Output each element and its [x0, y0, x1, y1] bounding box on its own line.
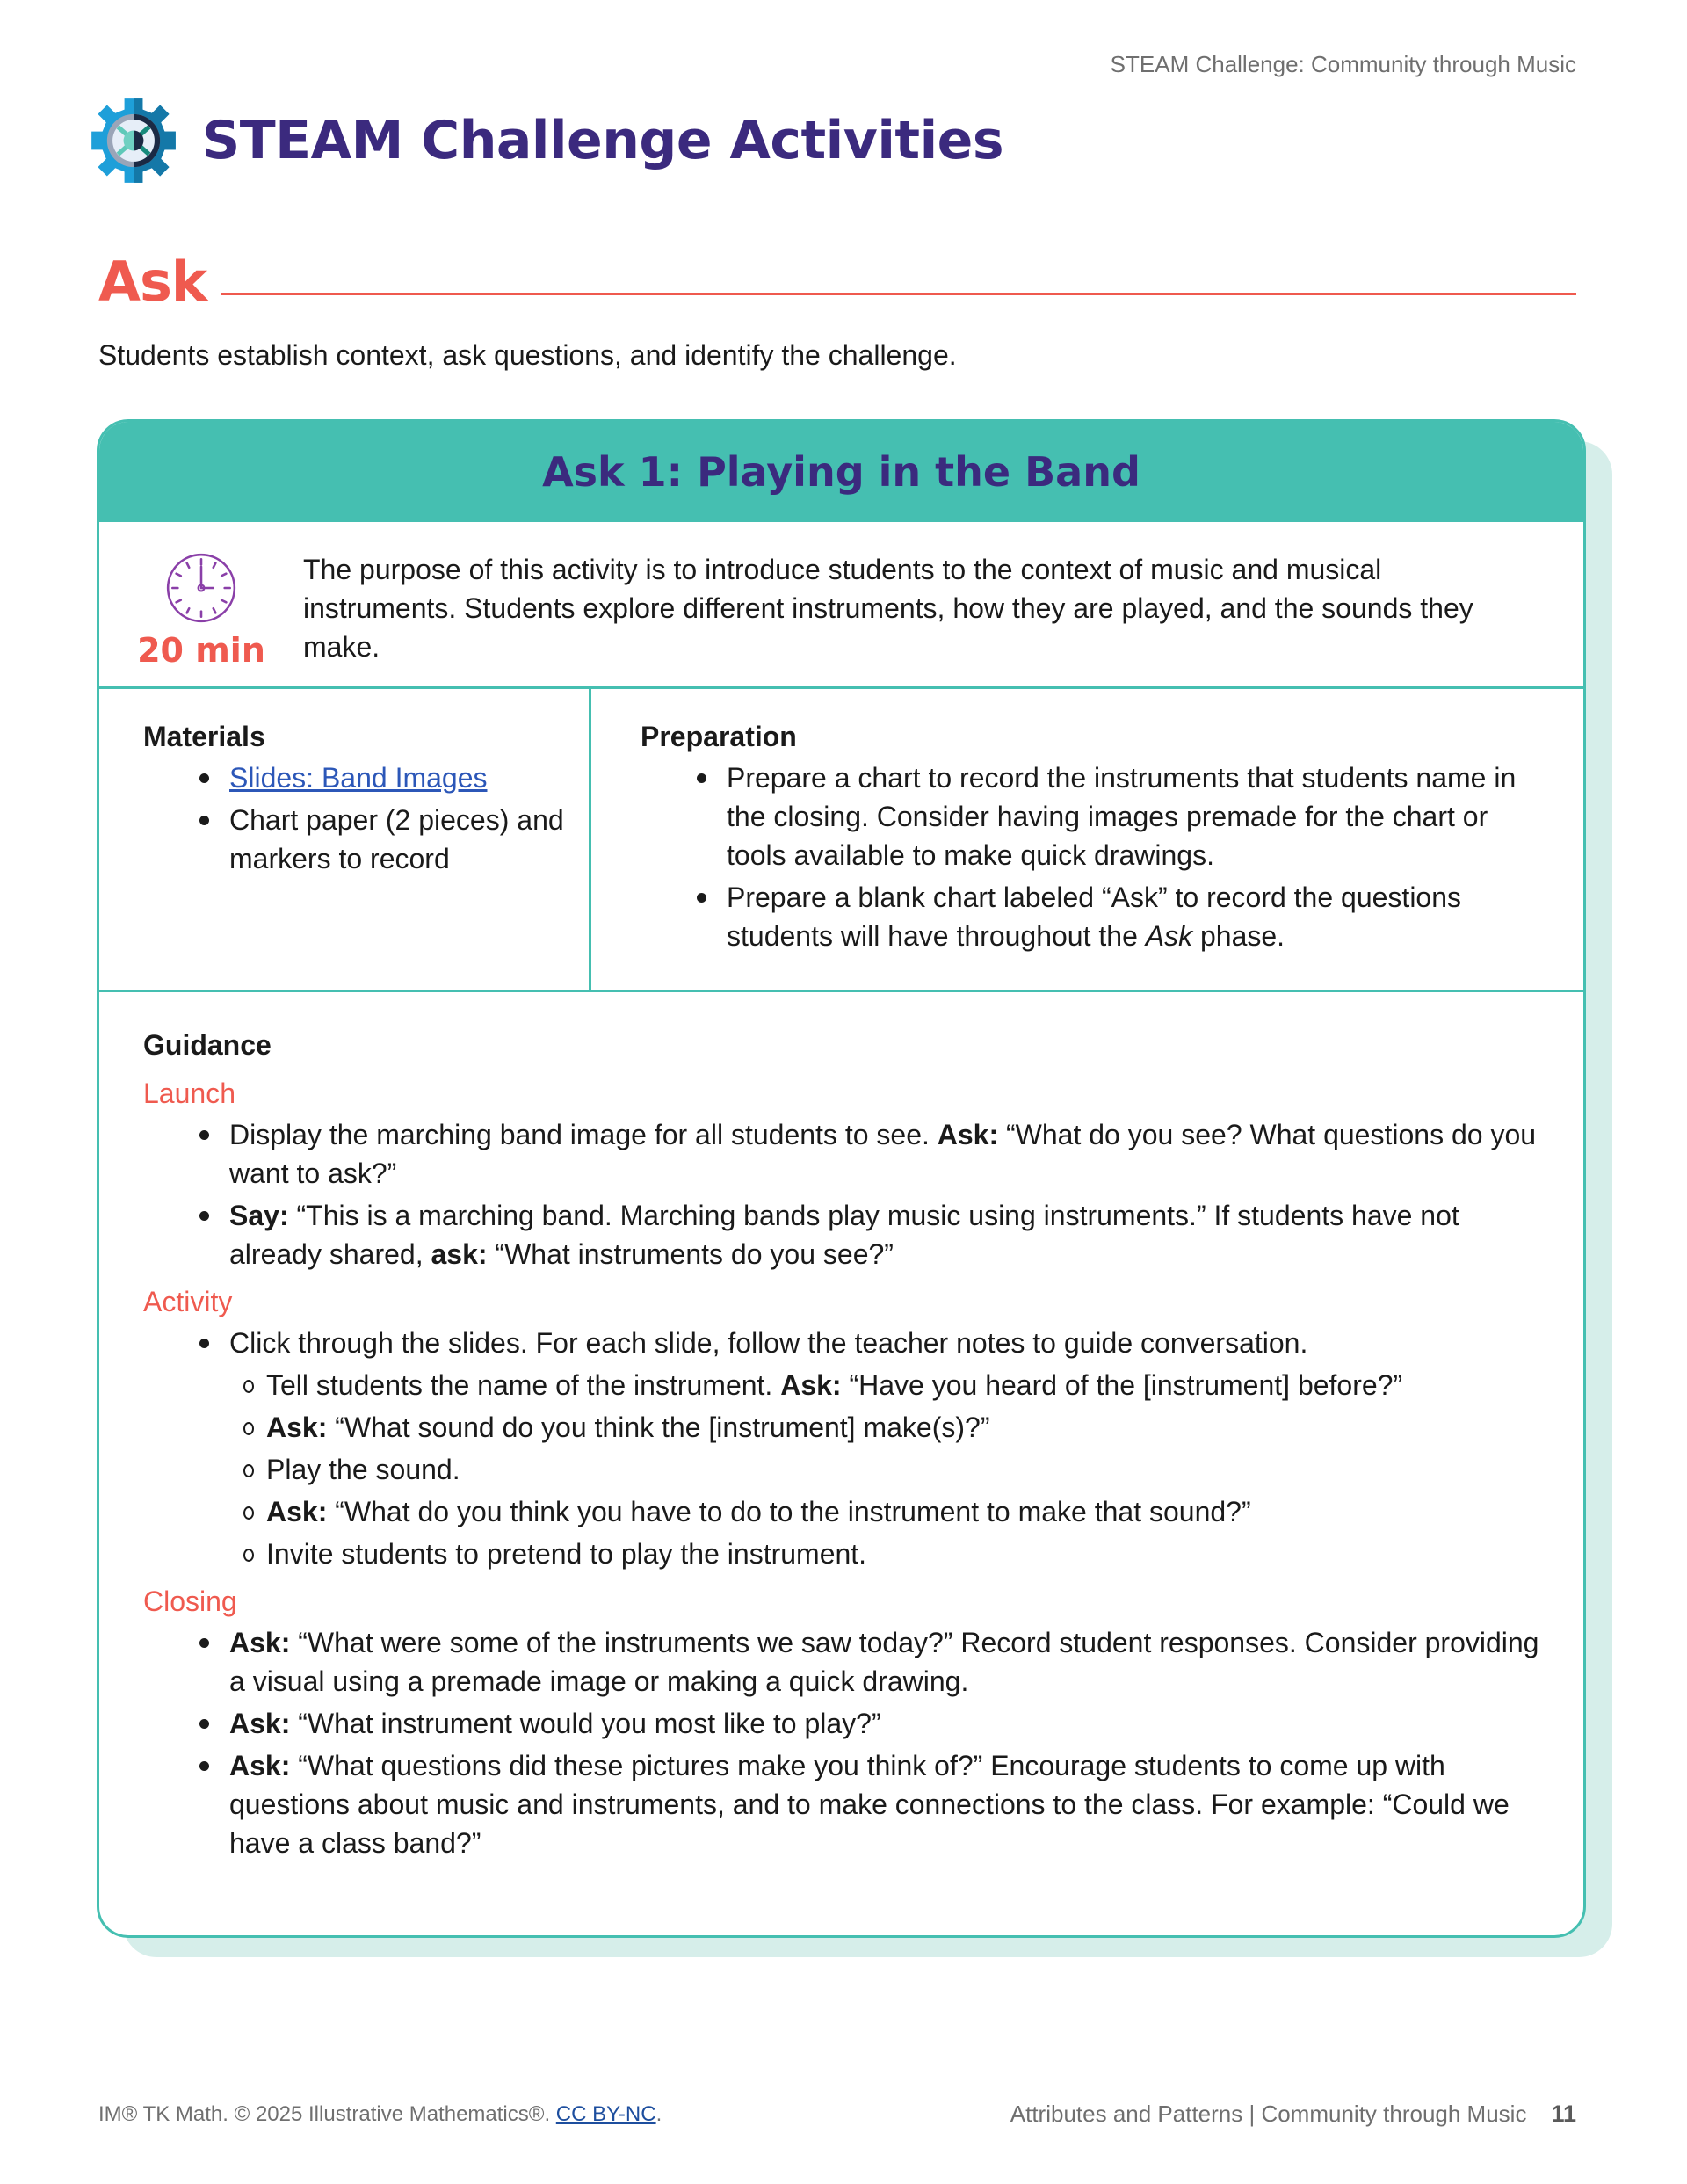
duration	[99, 550, 303, 686]
activity-sublist	[143, 1366, 1539, 1573]
intro-row	[99, 522, 1583, 689]
list-item: Click through the slides. For each slide, follow the teacher notes to guide conversation. Tell students the name of the instrument. Ask: “Have you heard of the [instrument] before?” Ask: “What sound do you think the [instrument] make(s)?” Play the sound. Ask: “What do you think you have to do to the instrument to make that sound?” Invite students to pretend to play the instrument.	[143, 1324, 1539, 1573]
footer-breadcrumb	[1010, 2101, 1576, 2128]
list-item: Ask: “What were some of the instruments we saw today?” Record student responses. Consider providing a visual using a premade image or making a quick drawing.	[143, 1623, 1539, 1701]
footer-copyright: IM® TK Math. © 2025 Illustrative Mathematics®. CC BY-NC.	[98, 2102, 662, 2126]
preparation-title: Preparation	[641, 721, 797, 752]
list-item: Tell students the name of the instrument. Ask: “Have you heard of the [instrument] before?”	[143, 1366, 1539, 1404]
section-title: Ask	[98, 250, 207, 314]
activity-card	[97, 419, 1586, 1938]
list-item: Prepare a blank chart labeled “Ask” to record the questions students will have throughout the Ask phase.	[641, 878, 1539, 955]
list-item: Prepare a chart to record the instruments that students name in the closing. Consider having images premade for the chart or tools available to make quick drawings.	[641, 758, 1539, 874]
closing-title: Closing	[143, 1585, 237, 1617]
list-item: Chart paper (2 pieces) and markers to record	[143, 801, 589, 878]
preparation-list	[641, 758, 1539, 955]
list-item: Ask: “What do you think you have to do to the instrument to make that sound?”	[143, 1492, 1539, 1531]
section-header	[98, 250, 1576, 314]
materials-preparation-row	[99, 689, 1583, 992]
list-item: Invite students to pretend to play the instrument.	[143, 1535, 1539, 1573]
launch-phase	[143, 1077, 1539, 1273]
list-item: Say: “This is a marching band. Marching bands play music using instruments.” If students have not already shared, ask: “What instruments do you see?”	[143, 1196, 1539, 1273]
guidance-section	[99, 992, 1583, 1862]
list-item: Ask: “What questions did these pictures make you think of?” Encourage students to come up with questions about music and instruments, and to make connections to the class. For example: “Could we have a class band?”	[143, 1746, 1539, 1862]
list-item: Play the sound.	[143, 1450, 1539, 1489]
clock-icon	[163, 550, 239, 626]
closing-phase	[143, 1585, 1539, 1862]
page-number: 11	[1551, 2101, 1576, 2127]
section-divider	[221, 293, 1576, 295]
breadcrumb: Attributes and Patterns | Community through Music	[1010, 2101, 1527, 2127]
list-item: Ask: “What instrument would you most like to play?”	[143, 1704, 1539, 1743]
gear-icon	[88, 95, 179, 186]
page-title: STEAM Challenge Activities	[202, 110, 1004, 171]
activity-phase	[143, 1286, 1539, 1573]
slides-band-images-link[interactable]: Slides: Band Images	[229, 762, 488, 794]
purpose-text: The purpose of this activity is to introduce students to the context of music and musical instruments. Students explore different instruments, how they are played, and the sounds they make.	[303, 554, 1473, 663]
card-title: Ask 1: Playing in the Band	[542, 448, 1140, 496]
card-header	[99, 422, 1583, 522]
list-item: Ask: “What sound do you think the [instrument] make(s)?”	[143, 1408, 1539, 1447]
running-header: STEAM Challenge: Community through Music	[1110, 51, 1576, 77]
section-description: Students establish context, ask questions, and identify the challenge.	[98, 339, 957, 371]
materials-section	[99, 689, 591, 990]
list-item: Display the marching band image for all students to see. Ask: “What do you see? What questions do you want to ask?”	[143, 1115, 1539, 1193]
preparation-section	[591, 689, 1583, 990]
page-title-row	[88, 95, 1003, 186]
launch-title: Launch	[143, 1077, 235, 1109]
duration-label: 20 min	[137, 631, 265, 670]
list-item	[143, 758, 589, 797]
guidance-title: Guidance	[143, 1029, 272, 1061]
materials-list	[143, 758, 589, 878]
activity-title: Activity	[143, 1286, 233, 1317]
materials-title: Materials	[143, 721, 265, 752]
license-link[interactable]: CC BY-NC	[555, 2102, 656, 2126]
